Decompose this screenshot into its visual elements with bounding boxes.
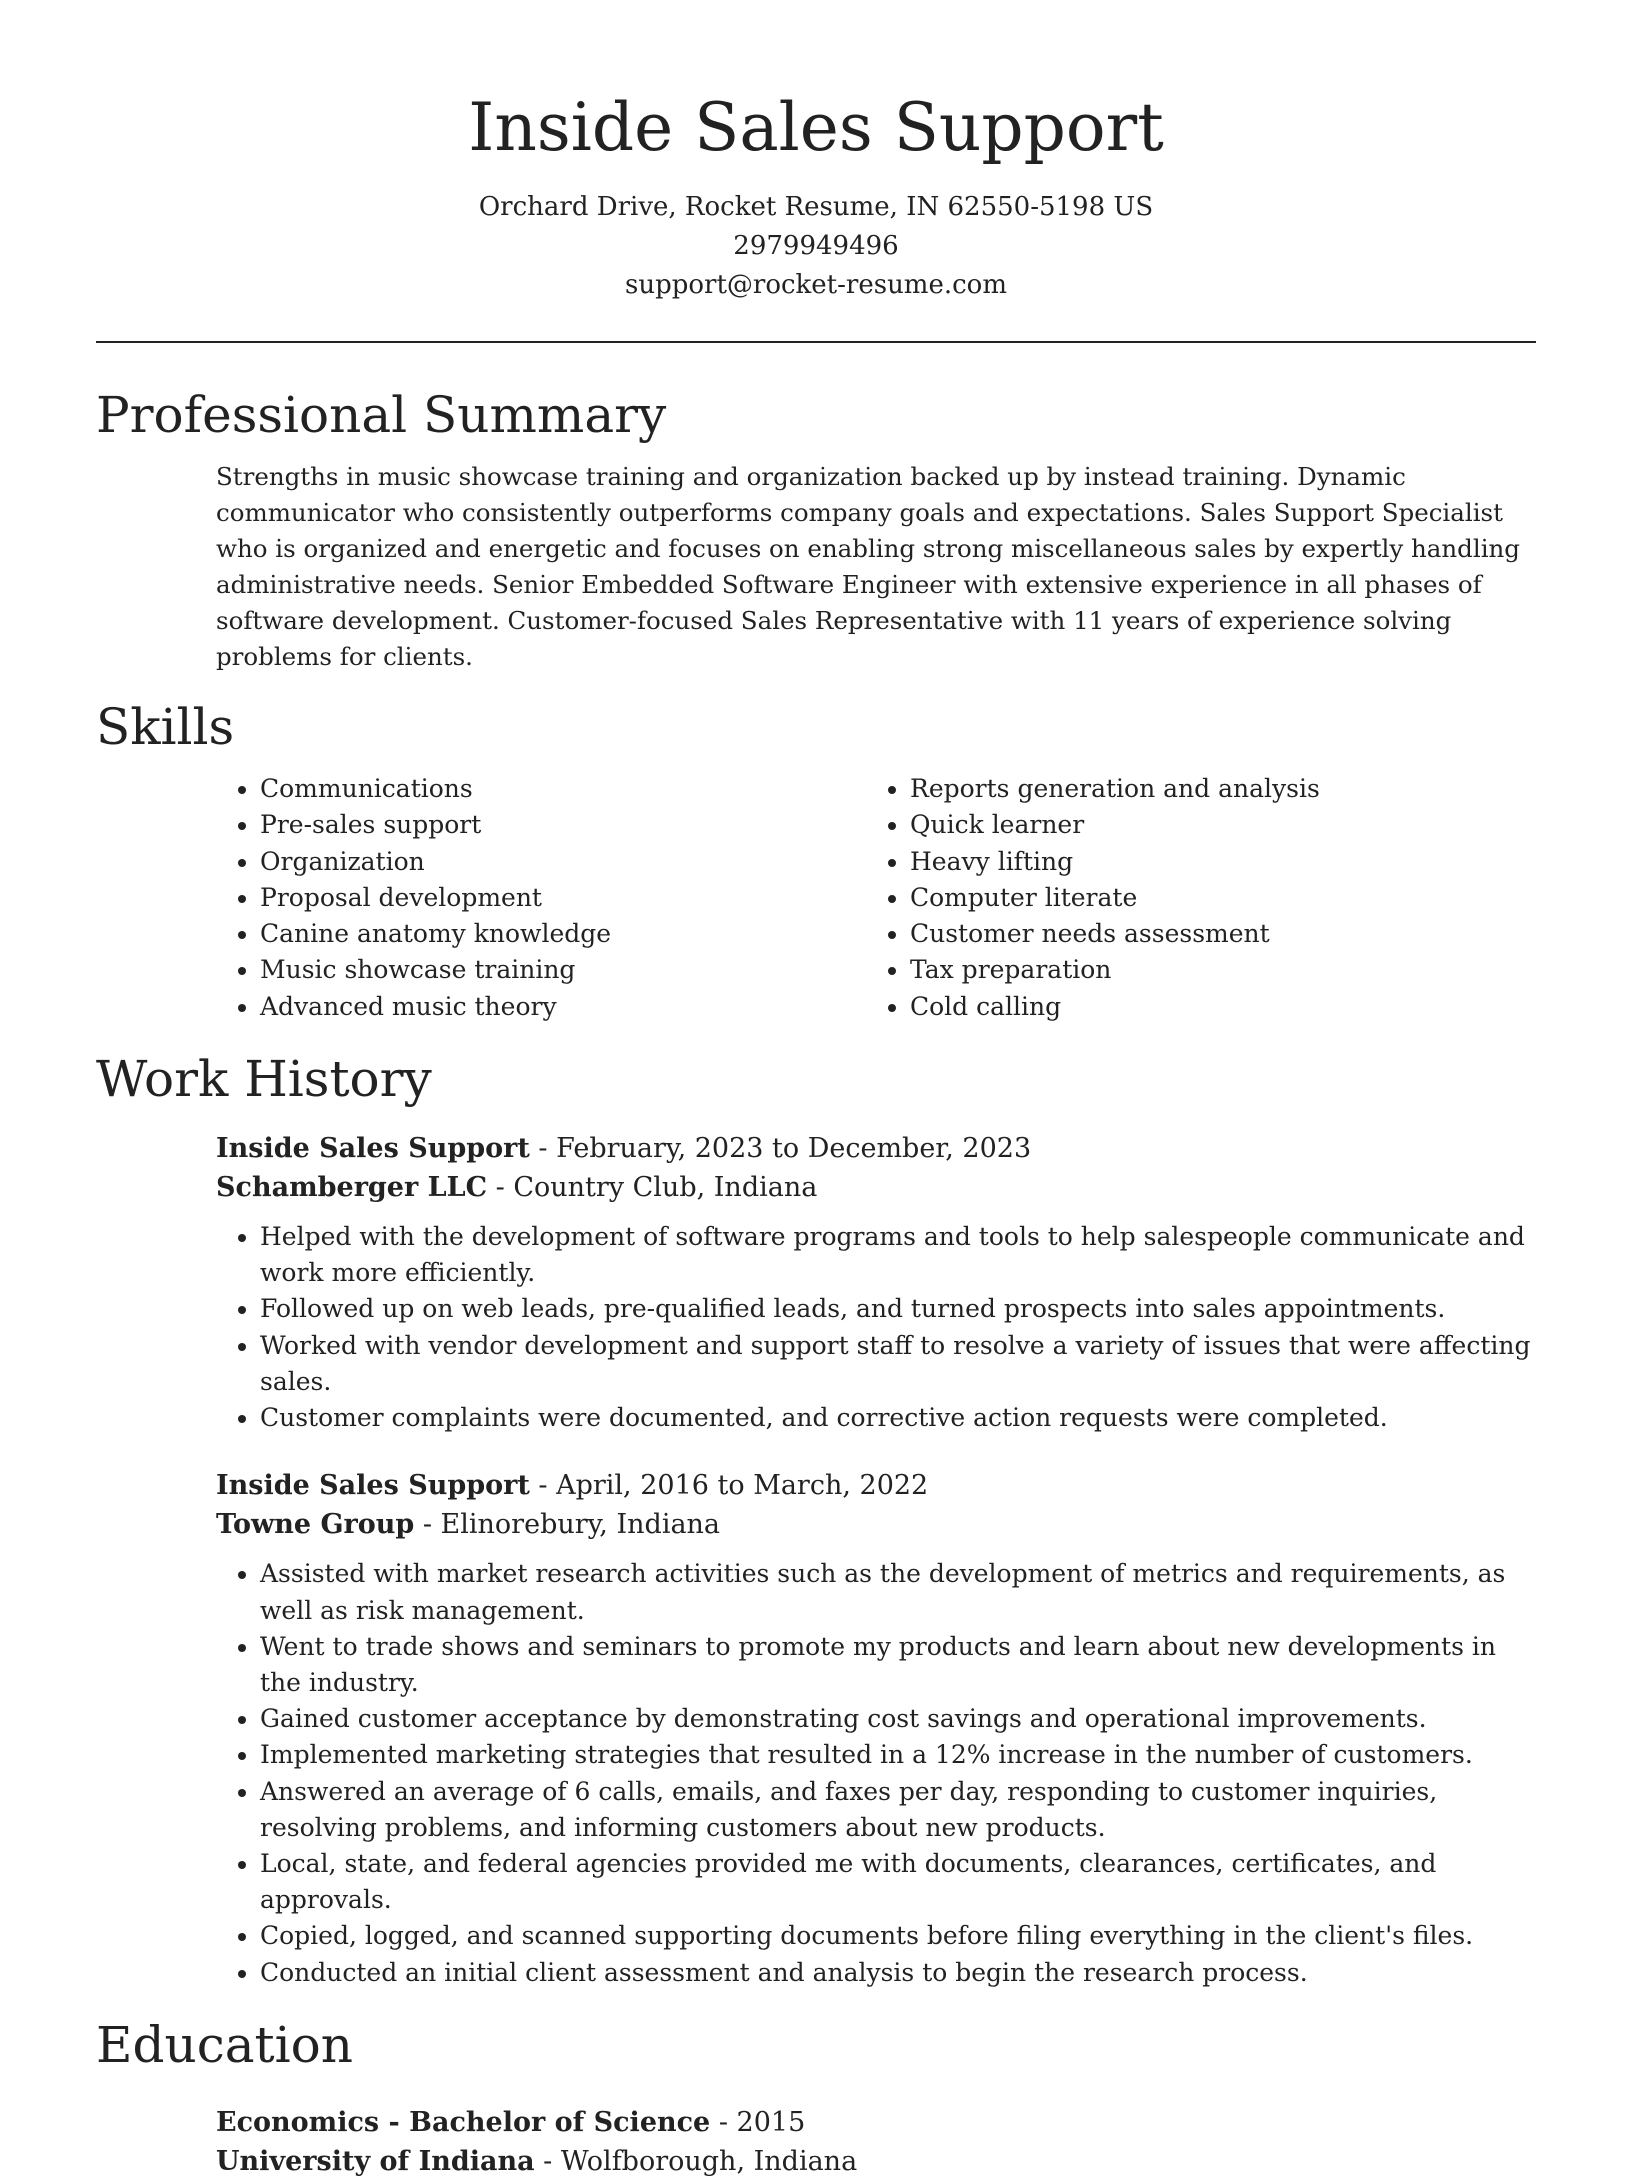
skill-item: • Music showcase training xyxy=(260,952,866,988)
skill-item: • Quick learner xyxy=(910,807,1516,843)
summary-heading: Professional Summary xyxy=(96,386,667,444)
education-section xyxy=(96,2103,1536,2181)
skill-item: • Proposal development xyxy=(260,880,866,916)
skill-item: • Pre-sales support xyxy=(260,807,866,843)
school-line xyxy=(216,2142,1536,2181)
job-bullet: • Assisted with market research activities such as the development of metrics and requirements, as well as risk management. xyxy=(260,1556,1536,1628)
skills-column-left xyxy=(216,771,866,1025)
education-heading: Education xyxy=(96,2015,353,2074)
skill-item: • Heavy lifting xyxy=(910,844,1516,880)
skills-column-right xyxy=(866,771,1516,1025)
job-bullet: • Went to trade shows and seminars to promote my products and learn about new developments in the industry. xyxy=(260,1629,1536,1701)
job-bullets xyxy=(216,1219,1536,1436)
job-bullets xyxy=(216,1556,1536,1990)
education-entry xyxy=(216,2103,1536,2181)
job-entry xyxy=(216,1466,1536,1990)
job-bullet: • Answered an average of 6 calls, emails, and faxes per day, responding to customer inquiries, resolving problems, and informing customers about new products. xyxy=(260,1774,1536,1846)
job-bullet: • Implemented marketing strategies that resulted in a 12% increase in the number of customers. xyxy=(260,1737,1536,1773)
job-bullet: • Copied, logged, and scanned supporting documents before filing everything in the client's files. xyxy=(260,1918,1536,1954)
job-location: - Country Club, Indiana xyxy=(487,1172,818,1204)
candidate-name: Inside Sales Support xyxy=(468,89,1164,166)
skill-item: • Customer needs assessment xyxy=(910,916,1516,952)
job-role: Inside Sales Support xyxy=(216,1133,530,1165)
skill-item: • Computer literate xyxy=(910,880,1516,916)
contact-info xyxy=(96,188,1536,305)
work-history-heading: Work History xyxy=(96,1050,432,1109)
header-divider xyxy=(96,341,1536,343)
job-bullet: • Local, state, and federal agencies provided me with documents, clearances, certificates, and approvals. xyxy=(260,1846,1536,1918)
job-dates: - April, 2016 to March, 2022 xyxy=(529,1470,929,1502)
job-bullet: • Helped with the development of software programs and tools to help salespeople communicate and work more efficiently. xyxy=(260,1219,1536,1291)
degree-line xyxy=(216,2103,1536,2142)
job-bullet: • Conducted an initial client assessment and analysis to begin the research process. xyxy=(260,1955,1536,1991)
job-location: - Elinorebury, Indiana xyxy=(414,1509,721,1541)
skills-heading: Skills xyxy=(96,698,235,756)
email: support@rocket-resume.com xyxy=(624,270,1007,300)
skill-item: • Advanced music theory xyxy=(260,989,866,1025)
graduation-year: - 2015 xyxy=(710,2106,806,2138)
job-company-line xyxy=(216,1168,1536,1207)
job-company: Towne Group xyxy=(216,1509,415,1541)
phone: 2979949496 xyxy=(733,231,899,261)
job-company: Schamberger LLC xyxy=(216,1172,488,1204)
skill-item: • Tax preparation xyxy=(910,952,1516,988)
skill-item: • Cold calling xyxy=(910,989,1516,1025)
skills-grid xyxy=(216,771,1536,1025)
school: University of Indiana xyxy=(216,2145,535,2177)
address: Orchard Drive, Rocket Resume, IN 62550-5198 US xyxy=(478,192,1154,222)
skill-item: • Communications xyxy=(260,771,866,807)
job-entry xyxy=(216,1129,1536,1436)
job-bullet: • Worked with vendor development and support staff to resolve a variety of issues that were affecting sales. xyxy=(260,1328,1536,1400)
job-company-line xyxy=(216,1505,1536,1544)
summary-section xyxy=(96,459,1536,675)
job-bullet: • Followed up on web leads, pre-qualified leads, and turned prospects into sales appointments. xyxy=(260,1291,1536,1327)
job-title-line xyxy=(216,1129,1536,1168)
degree: Economics - Bachelor of Science xyxy=(216,2106,711,2138)
skill-item: • Canine anatomy knowledge xyxy=(260,916,866,952)
job-title-line xyxy=(216,1466,1536,1505)
school-location: - Wolfborough, Indiana xyxy=(534,2145,858,2177)
job-bullet: • Gained customer acceptance by demonstrating cost savings and operational improvements. xyxy=(260,1701,1536,1737)
resume-header xyxy=(96,0,1536,305)
work-history-section xyxy=(96,1129,1536,1991)
skills-section xyxy=(96,771,1536,1025)
job-role: Inside Sales Support xyxy=(216,1470,530,1502)
job-dates: - February, 2023 to December, 2023 xyxy=(529,1133,1032,1165)
skill-item: • Reports generation and analysis xyxy=(910,771,1516,807)
skill-item: • Organization xyxy=(260,844,866,880)
job-bullet: • Customer complaints were documented, and corrective action requests were completed. xyxy=(260,1400,1536,1436)
summary-text: Strengths in music showcase training and organization backed up by instead training. Dynamic communicator who consistently outperforms company goals and expectations. Sales Support Specialist who is organized and energetic and focuses on enabling strong miscellaneous sales by expertly handling administrative needs. Senior Embedded Software Engineer with extensive experience in all phases of software development. Customer-focused Sales Representative with 11 years of experience solving problems for clients. xyxy=(216,462,1520,671)
